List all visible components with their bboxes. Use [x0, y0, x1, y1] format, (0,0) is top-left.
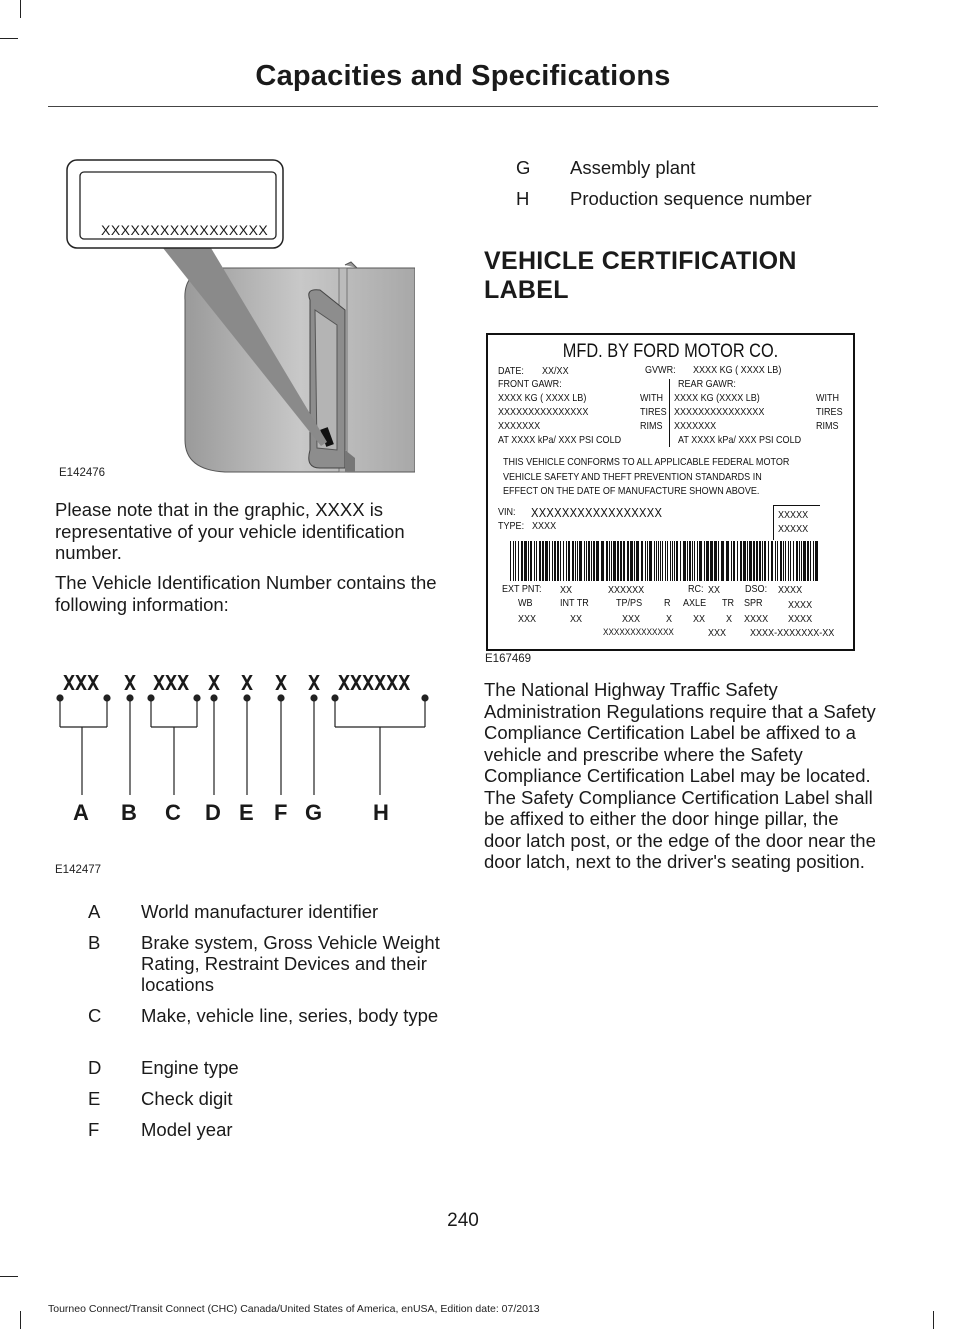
crop-mark: [933, 1311, 934, 1329]
spr-value: XXXX: [788, 599, 813, 611]
barcode-bar: [634, 541, 635, 581]
rc-label: RC:: [688, 583, 704, 595]
list-item: [88, 901, 448, 922]
bottom-code: XXX: [708, 627, 727, 639]
vin-group: XXX: [63, 671, 100, 695]
barcode-bar: [649, 541, 652, 581]
barcode-bar: [799, 541, 800, 581]
conformity-text: EFFECT ON THE DATE OF MANUFACTURE SHOWN ABOVE.: [503, 485, 760, 497]
item-text: Model year: [141, 1119, 233, 1140]
page-title: Capacities and Specifications: [255, 60, 671, 92]
figure-caption: E167469: [485, 653, 532, 665]
barcode-bar: [777, 541, 778, 581]
barcode-bar: [665, 541, 666, 581]
rear-pressure: AT XXXX kPa/ XXX PSI COLD: [678, 434, 802, 446]
crop-mark: [0, 38, 18, 39]
item-text: World manufacturer identifier: [141, 901, 379, 922]
barcode-bar: [606, 541, 608, 581]
item-text: Production sequence number: [570, 188, 812, 209]
barcode-bar: [692, 541, 693, 581]
conformity-text: VEHICLE SAFETY AND THEFT PREVENTION STANDARDS IN: [503, 471, 762, 483]
wb-label: WB: [518, 597, 533, 609]
barcode-bar: [714, 541, 717, 581]
vin-group: X: [275, 671, 288, 695]
barcode-bar: [749, 541, 752, 581]
vin-plate-text: XXXXXXXXXXXXXXXXX: [101, 222, 269, 238]
with-label: WITH: [816, 392, 840, 404]
type-value: XXXX: [532, 520, 557, 532]
barcode-bar: [513, 541, 514, 581]
vin-label: VIN:: [498, 506, 516, 518]
section-heading: [484, 247, 797, 305]
barcode-bar: [803, 541, 806, 581]
barcode-bar: [549, 541, 550, 581]
barcode-bar: [721, 541, 724, 581]
bottom-code: XXXX-XXXXXXX-XX: [750, 627, 835, 639]
barcode-bar: [584, 541, 585, 581]
vin-group: X: [308, 671, 321, 695]
barcode-bar: [775, 541, 776, 581]
vin-location-figure: [55, 150, 415, 485]
rear-gawr-label: REAR GAWR:: [678, 378, 736, 390]
vin-group: XXX: [153, 671, 190, 695]
front-pressure: AT XXXX kPa/ XXX PSI COLD: [498, 434, 622, 446]
vin-letter: A: [73, 800, 89, 825]
barcode-bar: [554, 541, 556, 581]
ext-paint-code: XXXXXX: [608, 584, 645, 596]
spr-code2: XXXX: [788, 613, 813, 625]
barcode-bar: [662, 541, 663, 581]
rear-gawr-value: XXXX KG (XXXX LB): [674, 392, 760, 404]
barcode-bar: [656, 541, 657, 581]
barcode-bar: [572, 541, 574, 581]
barcode-bar: [557, 541, 559, 581]
barcode-bar: [647, 541, 648, 581]
barcode-bar: [683, 541, 686, 581]
ext-paint-value: XX: [560, 584, 573, 596]
vin-group: X: [124, 671, 137, 695]
barcode-bar: [699, 541, 702, 581]
vin-group: XXXXXX: [338, 671, 411, 695]
barcode-bar: [807, 541, 809, 581]
barcode-bar: [617, 541, 619, 581]
barcode-bar: [733, 541, 735, 581]
barcode-bar: [780, 541, 782, 581]
tr-label: TR: [722, 597, 735, 609]
barcode-bar: [670, 541, 671, 581]
barcode-bar: [518, 541, 519, 581]
vin-letter: E: [239, 800, 254, 825]
barcode-bar: [636, 541, 639, 581]
barcode-bar: [591, 541, 592, 581]
barcode-bar: [641, 541, 643, 581]
barcode-bar: [667, 541, 668, 581]
barcode-bar: [542, 541, 544, 581]
barcode-bar: [706, 541, 709, 581]
tires-label: TIRES: [816, 406, 843, 418]
barcode-bar: [563, 541, 564, 581]
conformity-text: THIS VEHICLE CONFORMS TO ALL APPLICABLE FEDERAL MOTOR: [503, 456, 790, 468]
barcode-bar: [790, 541, 791, 581]
front-tire-code: XXXXXXXXXXXXXXX: [498, 406, 589, 418]
vehicle-top-view-illustration: [55, 150, 415, 485]
rims-label: RIMS: [640, 420, 663, 432]
barcode-bar: [654, 541, 655, 581]
gvwr-label: GVWR:: [645, 364, 676, 376]
section-body: The National Highway Traffic Safety Administration Regulations require that a Safety Compliance Certification Label be affixed to a vehicle and prescribe where the Safety Compliance Certification Label may be located. The Safety Compliance Certification Label shall be affixed to either the door hinge pillar, the door latch post, or the edge of the door near the door latch, next to the driver's seating position.: [484, 679, 876, 872]
box-code: XXXXX: [778, 509, 809, 521]
item-text: Assembly plant: [570, 157, 696, 178]
barcode-bar: [810, 541, 811, 581]
tp-ps-label: TP/PS: [616, 597, 643, 609]
barcode-bar: [718, 541, 719, 581]
barcode-bar: [726, 541, 729, 581]
barcode-bar: [743, 541, 746, 581]
list-item: [88, 1057, 448, 1078]
barcode-bar: [672, 541, 673, 581]
header-rule: [48, 106, 878, 107]
barcode-bar: [586, 541, 587, 581]
item-key: A: [88, 901, 101, 922]
barcode-bar: [674, 541, 675, 581]
int-tr-value: XX: [570, 613, 583, 625]
item-key: F: [88, 1119, 100, 1140]
rims-label: RIMS: [816, 420, 839, 432]
barcode-bar: [694, 541, 695, 581]
wb-value: XXX: [518, 613, 537, 625]
barcode-bar: [510, 541, 511, 581]
barcode-bar: [697, 541, 698, 581]
item-key: B: [88, 932, 101, 953]
barcode-bar: [813, 541, 814, 581]
item-key: D: [88, 1057, 102, 1078]
front-gawr-value: XXXX KG ( XXXX LB): [498, 392, 587, 404]
barcode-bar: [687, 541, 688, 581]
barcode-bar: [530, 541, 532, 581]
bottom-code: XXXXXXXXXXXXX: [603, 627, 674, 638]
barcode-bar: [620, 541, 622, 581]
vin-letter: D: [205, 800, 221, 825]
barcode-bar: [793, 541, 794, 581]
item-text: Make, vehicle line, series, body type: [141, 1005, 439, 1026]
front-gawr-label: FRONT GAWR:: [498, 378, 562, 390]
barcode-bar: [515, 541, 516, 581]
barcode: [510, 541, 822, 581]
intro-paragraph: The Vehicle Identification Number contains the following information:: [55, 572, 437, 615]
barcode-bar: [771, 541, 773, 581]
barcode-bar: [609, 541, 610, 581]
barcode-bar: [801, 541, 802, 581]
barcode-bar: [731, 541, 732, 581]
barcode-bar: [645, 541, 646, 581]
label-manufacturer: MFD. BY FORD MOTOR CO.: [562, 341, 779, 362]
rear-rim-code: XXXXXXX: [674, 420, 717, 432]
rc-value: XX: [708, 584, 721, 596]
page-number: 240: [447, 1210, 479, 1231]
barcode-bar: [747, 541, 748, 581]
with-label: WITH: [640, 392, 664, 404]
barcode-bar: [539, 541, 541, 581]
list-item: [88, 1088, 448, 1109]
crop-mark: [0, 1276, 18, 1277]
vin-letter: F: [274, 800, 288, 825]
item-text: Check digit: [141, 1088, 233, 1109]
note-paragraph: Please note that in the graphic, XXXX is representative of your vehicle identification number.: [55, 499, 405, 563]
date-label: DATE:: [498, 365, 524, 377]
barcode-bar: [566, 541, 567, 581]
barcode-bar: [740, 541, 742, 581]
list-item: [88, 932, 448, 995]
vin-letter: G: [305, 800, 323, 825]
type-label: TYPE:: [498, 520, 525, 532]
axle-value: XX: [693, 613, 706, 625]
vin-group: X: [241, 671, 254, 695]
list-item: [88, 1005, 448, 1026]
barcode-bar: [710, 541, 713, 581]
barcode-bar: [783, 541, 784, 581]
vin-group: X: [208, 671, 221, 695]
barcode-bar: [756, 541, 758, 581]
item-text: Engine type: [141, 1057, 239, 1078]
barcode-bar: [680, 541, 681, 581]
barcode-bar: [596, 541, 599, 581]
barcode-bar: [815, 541, 818, 581]
item-key: C: [88, 1005, 102, 1026]
crop-mark: [20, 0, 21, 18]
figure-caption: E142477: [55, 864, 102, 876]
barcode-bar: [568, 541, 570, 581]
barcode-bar: [575, 541, 576, 581]
barcode-bar: [737, 541, 738, 581]
barcode-bar: [704, 541, 705, 581]
tires-label: TIRES: [640, 406, 667, 418]
crop-mark: [20, 1311, 21, 1329]
int-tr-label: INT TR: [560, 597, 589, 609]
barcode-bar: [660, 541, 661, 581]
axle-label: AXLE: [683, 597, 707, 609]
barcode-bar: [627, 541, 629, 581]
barcode-bar: [689, 541, 691, 581]
barcode-bar: [759, 541, 761, 581]
barcode-bar: [560, 541, 561, 581]
dso-value: XXXX: [778, 584, 803, 596]
barcode-bar: [613, 541, 616, 581]
barcode-bar: [579, 541, 582, 581]
barcode-bar: [521, 541, 523, 581]
item-key: H: [516, 188, 530, 209]
barcode-bar: [534, 541, 535, 581]
r-value: X: [666, 613, 673, 625]
spr-label: SPR: [744, 597, 763, 609]
item-key: G: [516, 157, 531, 178]
barcode-bar: [788, 541, 789, 581]
barcode-bar: [764, 541, 766, 581]
barcode-bar: [753, 541, 755, 581]
list-item: [516, 157, 876, 178]
barcode-bar: [528, 541, 529, 581]
vin-breakdown-figure: [55, 665, 435, 880]
barcode-bar: [601, 541, 604, 581]
barcode-bar: [796, 541, 798, 581]
heading-line: LABEL: [484, 276, 569, 304]
item-key: E: [88, 1088, 101, 1109]
date-value: XX/XX: [542, 365, 569, 377]
heading-line: VEHICLE CERTIFICATION: [484, 247, 797, 275]
vin-letter: C: [165, 800, 181, 825]
ext-paint-label: EXT PNT:: [502, 583, 542, 595]
vin-letter: B: [121, 800, 137, 825]
tp-ps-value: XXX: [622, 613, 641, 625]
certification-label-figure: [486, 333, 855, 651]
footer-text: Tourneo Connect/Transit Connect (CHC) Canada/United States of America, enUSA, Edition date: 07/2013: [48, 1303, 540, 1315]
list-item: [88, 1119, 448, 1140]
list-item: [516, 188, 876, 209]
tr-value: X: [726, 613, 733, 625]
figure-caption: E142476: [59, 467, 106, 479]
vin-letter: H: [373, 800, 389, 825]
item-text: Brake system, Gross Vehicle Weight Rating, Restraint Devices and their locations: [141, 932, 440, 995]
barcode-bar: [588, 541, 590, 581]
rear-tire-code: XXXXXXXXXXXXXXX: [674, 406, 765, 418]
barcode-bar: [676, 541, 678, 581]
vin-value: XXXXXXXXXXXXXXXXX: [531, 505, 663, 520]
barcode-bar: [785, 541, 786, 581]
barcode-bar: [593, 541, 595, 581]
barcode-bar: [768, 541, 769, 581]
box-code: XXXXX: [778, 523, 809, 535]
spr-code: XXXX: [744, 613, 769, 625]
gvwr-value: XXXX KG ( XXXX LB): [693, 364, 782, 376]
barcode-bar: [623, 541, 625, 581]
front-rim-code: XXXXXXX: [498, 420, 541, 432]
r-label: R: [664, 597, 671, 609]
barcode-bar: [552, 541, 553, 581]
dso-label: DSO:: [745, 583, 768, 595]
barcode-bar: [630, 541, 633, 581]
barcode-bar: [611, 541, 612, 581]
barcode-bar: [577, 541, 578, 581]
barcode-bar: [524, 541, 527, 581]
barcode-bar: [536, 541, 537, 581]
label-divider: [669, 379, 670, 447]
barcode-bar: [658, 541, 659, 581]
barcode-bar: [762, 541, 763, 581]
barcode-bar: [545, 541, 548, 581]
